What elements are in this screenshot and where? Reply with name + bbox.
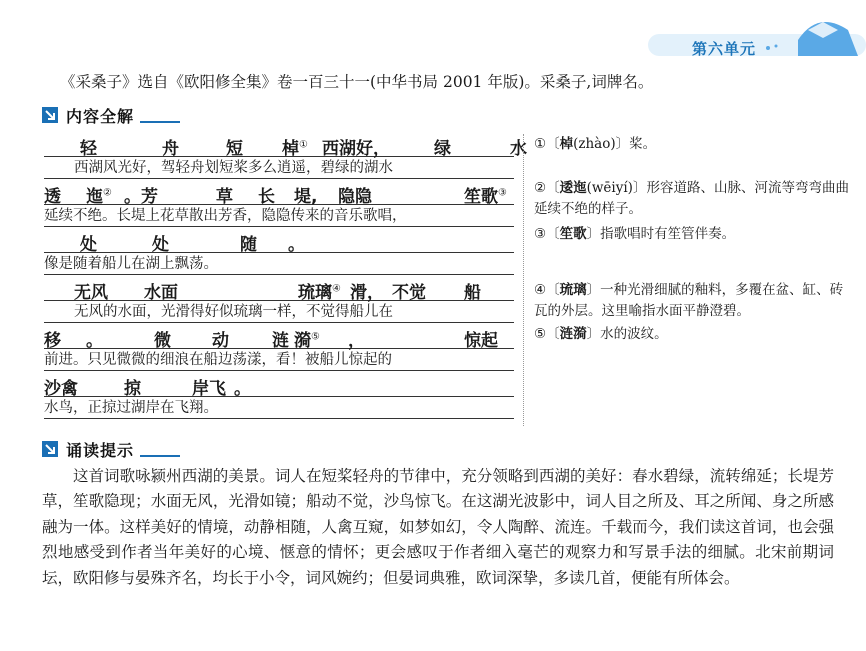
divider xyxy=(523,134,525,426)
poem-word: 处 xyxy=(80,235,97,255)
poem-line xyxy=(44,230,514,253)
footnote xyxy=(534,178,854,220)
poem-word: 长 xyxy=(258,187,275,207)
poem-word: ， xyxy=(348,331,365,351)
reading-paragraph: 这首词歌咏颍州西湖的美景。词人在短桨轻舟的节律中，充分领略到西湖的美好：春水碧绿，流转绵延；长堤芳草，笙歌隐现；水面无风，光滑如镜；船动不觉，沙鸟惊飞。在这湖光波影中，词人目之所及、耳之所闻、身之所感融为一体。这样美好的情境，动静相随，人禽互窥，如梦如幻，令人陶醉、流连。千载而今，我们读这首词，也会强烈地感受到作者当年美好的心境、惬意的情怀；更会感叹于作者细入毫芒的观察力和写景手法的细腻。北宋前期词坛，欧阳修与晏殊齐名，均长于小令，词风婉约；但晏词典雅，欧词深挚，多读几首，便能有所体会。 xyxy=(42,467,834,587)
section-content xyxy=(42,103,180,127)
poem-word: 。 xyxy=(234,379,251,399)
translation-text: 延续不绝。长堤上花草散出芳香，隐隐传来的音乐歌唱， xyxy=(44,208,407,224)
poem-word: 惊起 xyxy=(464,331,498,351)
footnote-marker: ① xyxy=(299,139,308,151)
translation-text: 水鸟，正掠过湖岸在飞翔。 xyxy=(44,400,218,416)
footnote-text: 桨。 xyxy=(629,136,657,152)
footnote-pinyin: 〕 xyxy=(586,326,601,342)
poem-word: 水面 xyxy=(144,283,178,303)
arrow-box-icon xyxy=(42,441,58,457)
poem-word: 动 xyxy=(212,331,229,351)
footnote-term: 棹 xyxy=(559,136,574,152)
footnote-term: 笙歌 xyxy=(559,226,587,242)
translation-line xyxy=(44,252,514,275)
translation-line xyxy=(44,396,514,419)
footnote-pinyin: (wēiyí)〕 xyxy=(586,180,647,196)
footnote-term: 逶迤 xyxy=(559,180,587,196)
poem-word: 笙歌③ xyxy=(464,187,507,207)
footnote-marker: ④ xyxy=(332,283,341,295)
poem-line xyxy=(44,182,514,205)
footnote-number: ④〔 xyxy=(534,282,560,298)
footnote-pinyin: 〕 xyxy=(586,282,601,298)
poem-word: 。 xyxy=(86,331,103,351)
poem-word: 堤, xyxy=(294,187,318,207)
footnote-marker: ⑤ xyxy=(311,331,320,343)
poem-line xyxy=(44,134,527,159)
footnote-term: 涟漪 xyxy=(559,326,587,342)
footnote-text: 形容道路、山脉、河流等弯弯曲曲延续不绝的样子。 xyxy=(534,180,849,217)
footnote xyxy=(534,280,854,322)
poem-word: 涟 xyxy=(272,331,289,351)
poem-word: 。 xyxy=(288,235,305,255)
poem-word: 移 xyxy=(44,331,61,351)
poem-word: 。芳 xyxy=(124,187,158,207)
poem-word: 掠 xyxy=(124,379,141,399)
poem-word: 微 xyxy=(154,331,171,351)
translation-line xyxy=(44,300,514,323)
footnote-marker: ③ xyxy=(498,187,507,199)
poem-word: 透 xyxy=(44,187,61,207)
intro-text: 《采桑子》选自《欧阳修全集》卷一百三十一(中华书局 2001 年版)。采桑子,词牌名。 xyxy=(60,73,654,91)
poem-word: 船 xyxy=(464,283,481,303)
poem-word: 处 xyxy=(152,235,169,255)
poem-word: 西湖好， xyxy=(322,139,390,159)
translation-text: 西湖风光好，驾轻舟划短桨多么逍遥，碧绿的湖水 xyxy=(74,160,393,176)
translation-text: 无风的水面，光滑得好似琉璃一样，不觉得船儿在 xyxy=(74,304,393,320)
poem-word: 水 xyxy=(510,139,527,159)
translation-line xyxy=(44,204,514,227)
translation-text: 像是随着船儿在湖上飘荡。 xyxy=(44,256,218,272)
footnote-number: ②〔 xyxy=(534,180,560,196)
arrow-box-icon xyxy=(42,107,58,123)
footnote-text: 指歌唱时有笙管伴奏。 xyxy=(600,226,736,242)
poem-word: 舟 xyxy=(162,139,179,159)
poem-word: 岸飞 xyxy=(192,379,226,399)
poem-word: 漪⑤ xyxy=(294,331,320,351)
footnote xyxy=(534,134,854,155)
poem-word: 棹① xyxy=(282,139,308,159)
poem-word: 琉璃④ xyxy=(298,283,341,303)
poem-line xyxy=(44,326,514,349)
translation-text: 前进。只见微微的细浪在船边荡漾，看！被船儿惊起的 xyxy=(44,352,392,368)
poem-line xyxy=(44,374,514,397)
translation-line xyxy=(44,156,514,179)
poem-word: 轻 xyxy=(80,139,97,159)
unit-banner xyxy=(648,0,866,62)
section-title: 内容全解 xyxy=(66,106,135,126)
section-reading xyxy=(42,437,180,461)
footnote xyxy=(534,224,854,245)
poem-word: 隐隐 xyxy=(338,187,372,207)
footnote-text: 一种光滑细腻的釉料，多覆在盆、缸、砖瓦的外层。这里喻指水面平静澄碧。 xyxy=(534,282,844,319)
footnote-number: ③〔 xyxy=(534,226,560,242)
footnote-number: ①〔 xyxy=(534,136,560,152)
footnote-number: ⑤〔 xyxy=(534,326,560,342)
unit-label: 第六单元 xyxy=(692,40,757,58)
poem-line xyxy=(44,278,514,301)
poem-word: 无风 xyxy=(74,283,108,303)
footnote-text: 水的波纹。 xyxy=(600,326,668,342)
footnote-marker: ② xyxy=(103,187,112,199)
poem-word: 滑， xyxy=(350,283,384,303)
footnote xyxy=(534,324,854,345)
translation-line xyxy=(44,348,514,371)
poem-word: 短 xyxy=(226,139,243,159)
poem-word: 沙禽 xyxy=(44,379,78,399)
poem-word: 迤② xyxy=(86,187,112,207)
footnote-pinyin: 〕 xyxy=(586,226,601,242)
poem-word: 绿 xyxy=(434,139,451,159)
reading-tips xyxy=(42,464,834,591)
footnote-pinyin: (zhào)〕 xyxy=(573,136,630,152)
section-title: 诵读提示 xyxy=(66,440,135,460)
footnote-term: 琉璃 xyxy=(559,282,587,298)
poem-word: 草 xyxy=(216,187,233,207)
poem-word: 随 xyxy=(240,235,257,255)
poem-word: 不觉 xyxy=(392,283,426,303)
